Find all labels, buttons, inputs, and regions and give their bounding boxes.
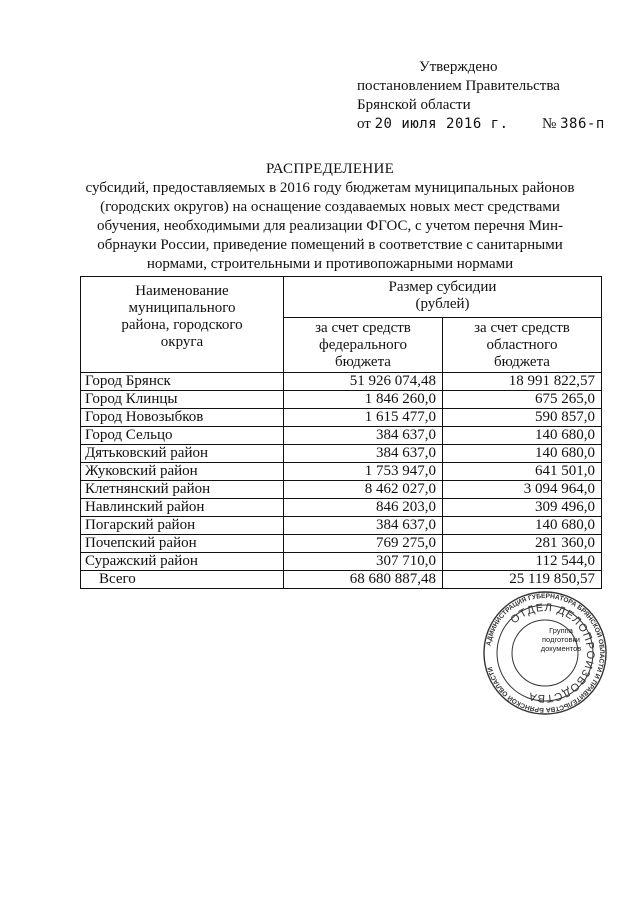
- cell-name: Жуковский район: [81, 463, 284, 481]
- cell-federal: 384 637,0: [284, 517, 443, 535]
- approval-line-resolution: постановлением Правительства: [357, 78, 560, 94]
- header-text: бюджета: [335, 354, 391, 370]
- cell-federal: 769 275,0: [284, 535, 443, 553]
- table-row: [81, 535, 602, 553]
- cell-regional: 140 680,0: [443, 445, 602, 463]
- table-row: [81, 391, 602, 409]
- header-subsidy-size: [284, 277, 602, 318]
- header-text: за счет средств: [315, 320, 411, 336]
- cell-regional: 140 680,0: [443, 517, 602, 535]
- cell-name: Дятьковский район: [81, 445, 284, 463]
- cell-federal: 1 846 260,0: [284, 391, 443, 409]
- header-text: Размер субсидии: [388, 279, 497, 295]
- document-title: [70, 160, 590, 274]
- cell-name: Город Сельцо: [81, 427, 284, 445]
- stamp-inner-line: Группа: [549, 626, 573, 635]
- header-text: округа: [160, 334, 204, 350]
- cell-regional: 112 544,0: [443, 553, 602, 571]
- title-line: субсидий, предоставляемых в 2016 году бюджетам муниципальных районов: [85, 180, 575, 196]
- header-text: (рублей): [415, 296, 470, 312]
- table-row: [81, 427, 602, 445]
- header-text: областного: [486, 337, 558, 353]
- cell-federal: 307 710,0: [284, 553, 443, 571]
- table-row: [81, 499, 602, 517]
- table-row: [81, 517, 602, 535]
- cell-regional: 3 094 964,0: [443, 481, 602, 499]
- title-heading: РАСПРЕДЕЛЕНИЕ: [265, 161, 395, 177]
- table-row: [81, 463, 602, 481]
- cell-name: Почепский район: [81, 535, 284, 553]
- header-municipality: [81, 277, 284, 373]
- table-body: [81, 373, 602, 589]
- office-seal-stamp: [482, 590, 608, 716]
- cell-total-label: Всего: [81, 571, 284, 589]
- date-prefix: от: [357, 116, 371, 132]
- subsidy-distribution-table: [80, 276, 602, 589]
- cell-name: Город Новозыбков: [81, 409, 284, 427]
- table-row: [81, 553, 602, 571]
- header-regional: [443, 318, 602, 373]
- approval-line-approved: Утверждено: [419, 59, 498, 75]
- cell-name: Город Брянск: [81, 373, 284, 391]
- cell-regional: 309 496,0: [443, 499, 602, 517]
- approval-block: [357, 58, 617, 134]
- cell-federal: 8 462 027,0: [284, 481, 443, 499]
- header-text: муниципального: [128, 300, 236, 316]
- cell-total-federal: 68 680 887,48: [284, 571, 443, 589]
- stamp-middle-text: ОТДЕЛ ДЕЛОПРОИЗВОДСТВА: [508, 601, 597, 705]
- stamp-inner-line: подготовки: [542, 635, 580, 644]
- cell-federal: 384 637,0: [284, 427, 443, 445]
- table-row: [81, 409, 602, 427]
- cell-regional: 281 360,0: [443, 535, 602, 553]
- total-row: [81, 571, 602, 589]
- cell-name: Суражский район: [81, 553, 284, 571]
- cell-name: Клетнянский район: [81, 481, 284, 499]
- table-row: [81, 445, 602, 463]
- cell-regional: 675 265,0: [443, 391, 602, 409]
- cell-regional: 641 501,0: [443, 463, 602, 481]
- approval-date-line: [357, 115, 617, 134]
- header-federal: [284, 318, 443, 373]
- cell-name: Город Клинцы: [81, 391, 284, 409]
- approval-date: 20 июля 2016 г.: [374, 116, 509, 132]
- header-text: района, городского: [121, 317, 243, 333]
- header-text: федерального: [319, 337, 407, 353]
- cell-regional: 590 857,0: [443, 409, 602, 427]
- approval-number: 386-п: [560, 116, 605, 132]
- table-row: [81, 481, 602, 499]
- title-line: обрнауки России, приведение помещений в соответствие с санитарными: [97, 237, 563, 253]
- stamp-inner-line: документов: [540, 644, 582, 653]
- cell-federal: 1 615 477,0: [284, 409, 443, 427]
- cell-federal: 384 637,0: [284, 445, 443, 463]
- cell-name: Навлинский район: [81, 499, 284, 517]
- cell-federal: 51 926 074,48: [284, 373, 443, 391]
- cell-federal: 1 753 947,0: [284, 463, 443, 481]
- approval-line-region: Брянской области: [357, 97, 471, 113]
- title-line: (городских округов) на оснащение создаваемых новых мест средствами: [100, 199, 560, 215]
- cell-federal: 846 203,0: [284, 499, 443, 517]
- cell-regional: 140 680,0: [443, 427, 602, 445]
- stamp-outer-text: АДМИНИСТРАЦИЯ ГУБЕРНАТОРА БРЯНСКОЙ ОБЛАСТИ И ПРАВИТЕЛЬСТВА БРЯНСКОЙ ОБЛАСТИ: [485, 592, 606, 714]
- header-text: за счет средств: [474, 320, 570, 336]
- title-line: обучения, необходимыми для реализации ФГОС, с учетом перечня Мин-: [97, 218, 563, 234]
- table-row: [81, 373, 602, 391]
- cell-regional: 18 991 822,57: [443, 373, 602, 391]
- stamp-inner-text: [534, 626, 588, 653]
- cell-total-regional: 25 119 850,57: [443, 571, 602, 589]
- title-line: нормами, строительными и противопожарными нормами: [146, 256, 514, 272]
- cell-name: Погарский район: [81, 517, 284, 535]
- header-text: бюджета: [494, 354, 550, 370]
- header-text: Наименование: [135, 283, 229, 299]
- number-prefix: №: [542, 116, 557, 132]
